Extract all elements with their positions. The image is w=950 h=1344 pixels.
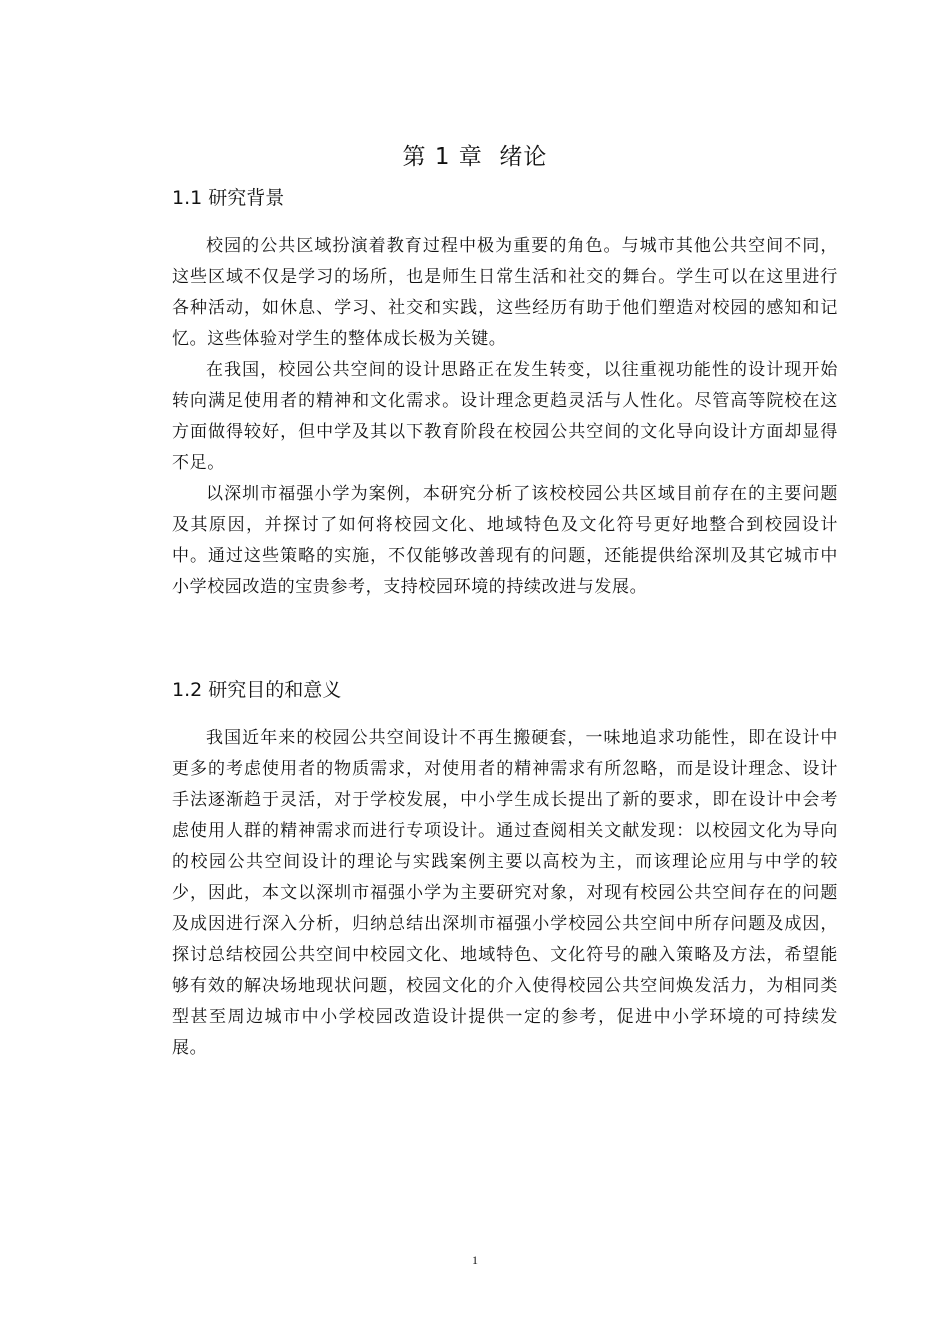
paragraph: 在我国，校园公共空间的设计思路正在发生转变，以往重视功能性的设计现开始转向满足使用者的精神和文化需求。设计理念更趋灵活与人性化。尽管高等院校在这方面做得较好，但中学及其以下教育阶段在校园公共空间的文化导向设计方面却显得不足。 [172,360,838,473]
section-research-background [172,182,838,603]
chapter-title: 第 1 章 绪论 [402,144,548,171]
section-heading: 1.2 研究目的和意义 [172,679,342,701]
section-research-purpose [172,674,838,1064]
paragraph: 校园的公共区域扮演着教育过程中极为重要的角色。与城市其他公共空间不同，这些区域不仅是学习的场所，也是师生日常生活和社交的舞台。学生可以在这里进行各种活动，如休息、学习、社交和实践，这些经历有助于他们塑造对校园的感知和记忆。这些体验对学生的整体成长极为关键。 [172,236,838,349]
paragraph: 以深圳市福强小学为案例，本研究分析了该校校园公共区域目前存在的主要问题及其原因，并探讨了如何将校园文化、地域特色及文化符号更好地整合到校园设计中。通过这些策略的实施，不仅能够改善现有的问题，还能提供给深圳及其它城市中小学校园改造的宝贵参考，支持校园环境的持续改进与发展。 [172,484,838,597]
page-number: 1 [472,1253,478,1267]
paragraph: 我国近年来的校园公共空间设计不再生搬硬套，一味地追求功能性，即在设计中更多的考虑使用者的物质需求，对使用者的精神需求有所忽略，而是设计理念、设计手法逐渐趋于灵活，对于学校发展，中小学生成长提出了新的要求，即在设计中会考虑使用人群的精神需求而进行专项设计。通过查阅相关文献发现：以校园文化为导向的校园公共空间设计的理论与实践案例主要以高校为主，而该理论应用与中学的较少，因此，本文以深圳市福强小学为主要研究对象，对现有校园公共空间存在的问题及成因进行深入分析，归纳总结出深圳市福强小学校园公共空间中所存问题及成因，探讨总结校园公共空间中校园文化、地域特色、文化符号的融入策略及方法，希望能够有效的解决场地现状问题，校园文化的介入使得校园公共空间焕发活力，为相同类型甚至周边城市中小学校园改造设计提供一定的参考，促进中小学环境的可持续发展。 [172,728,838,1058]
section-heading: 1.1 研究背景 [172,187,285,209]
